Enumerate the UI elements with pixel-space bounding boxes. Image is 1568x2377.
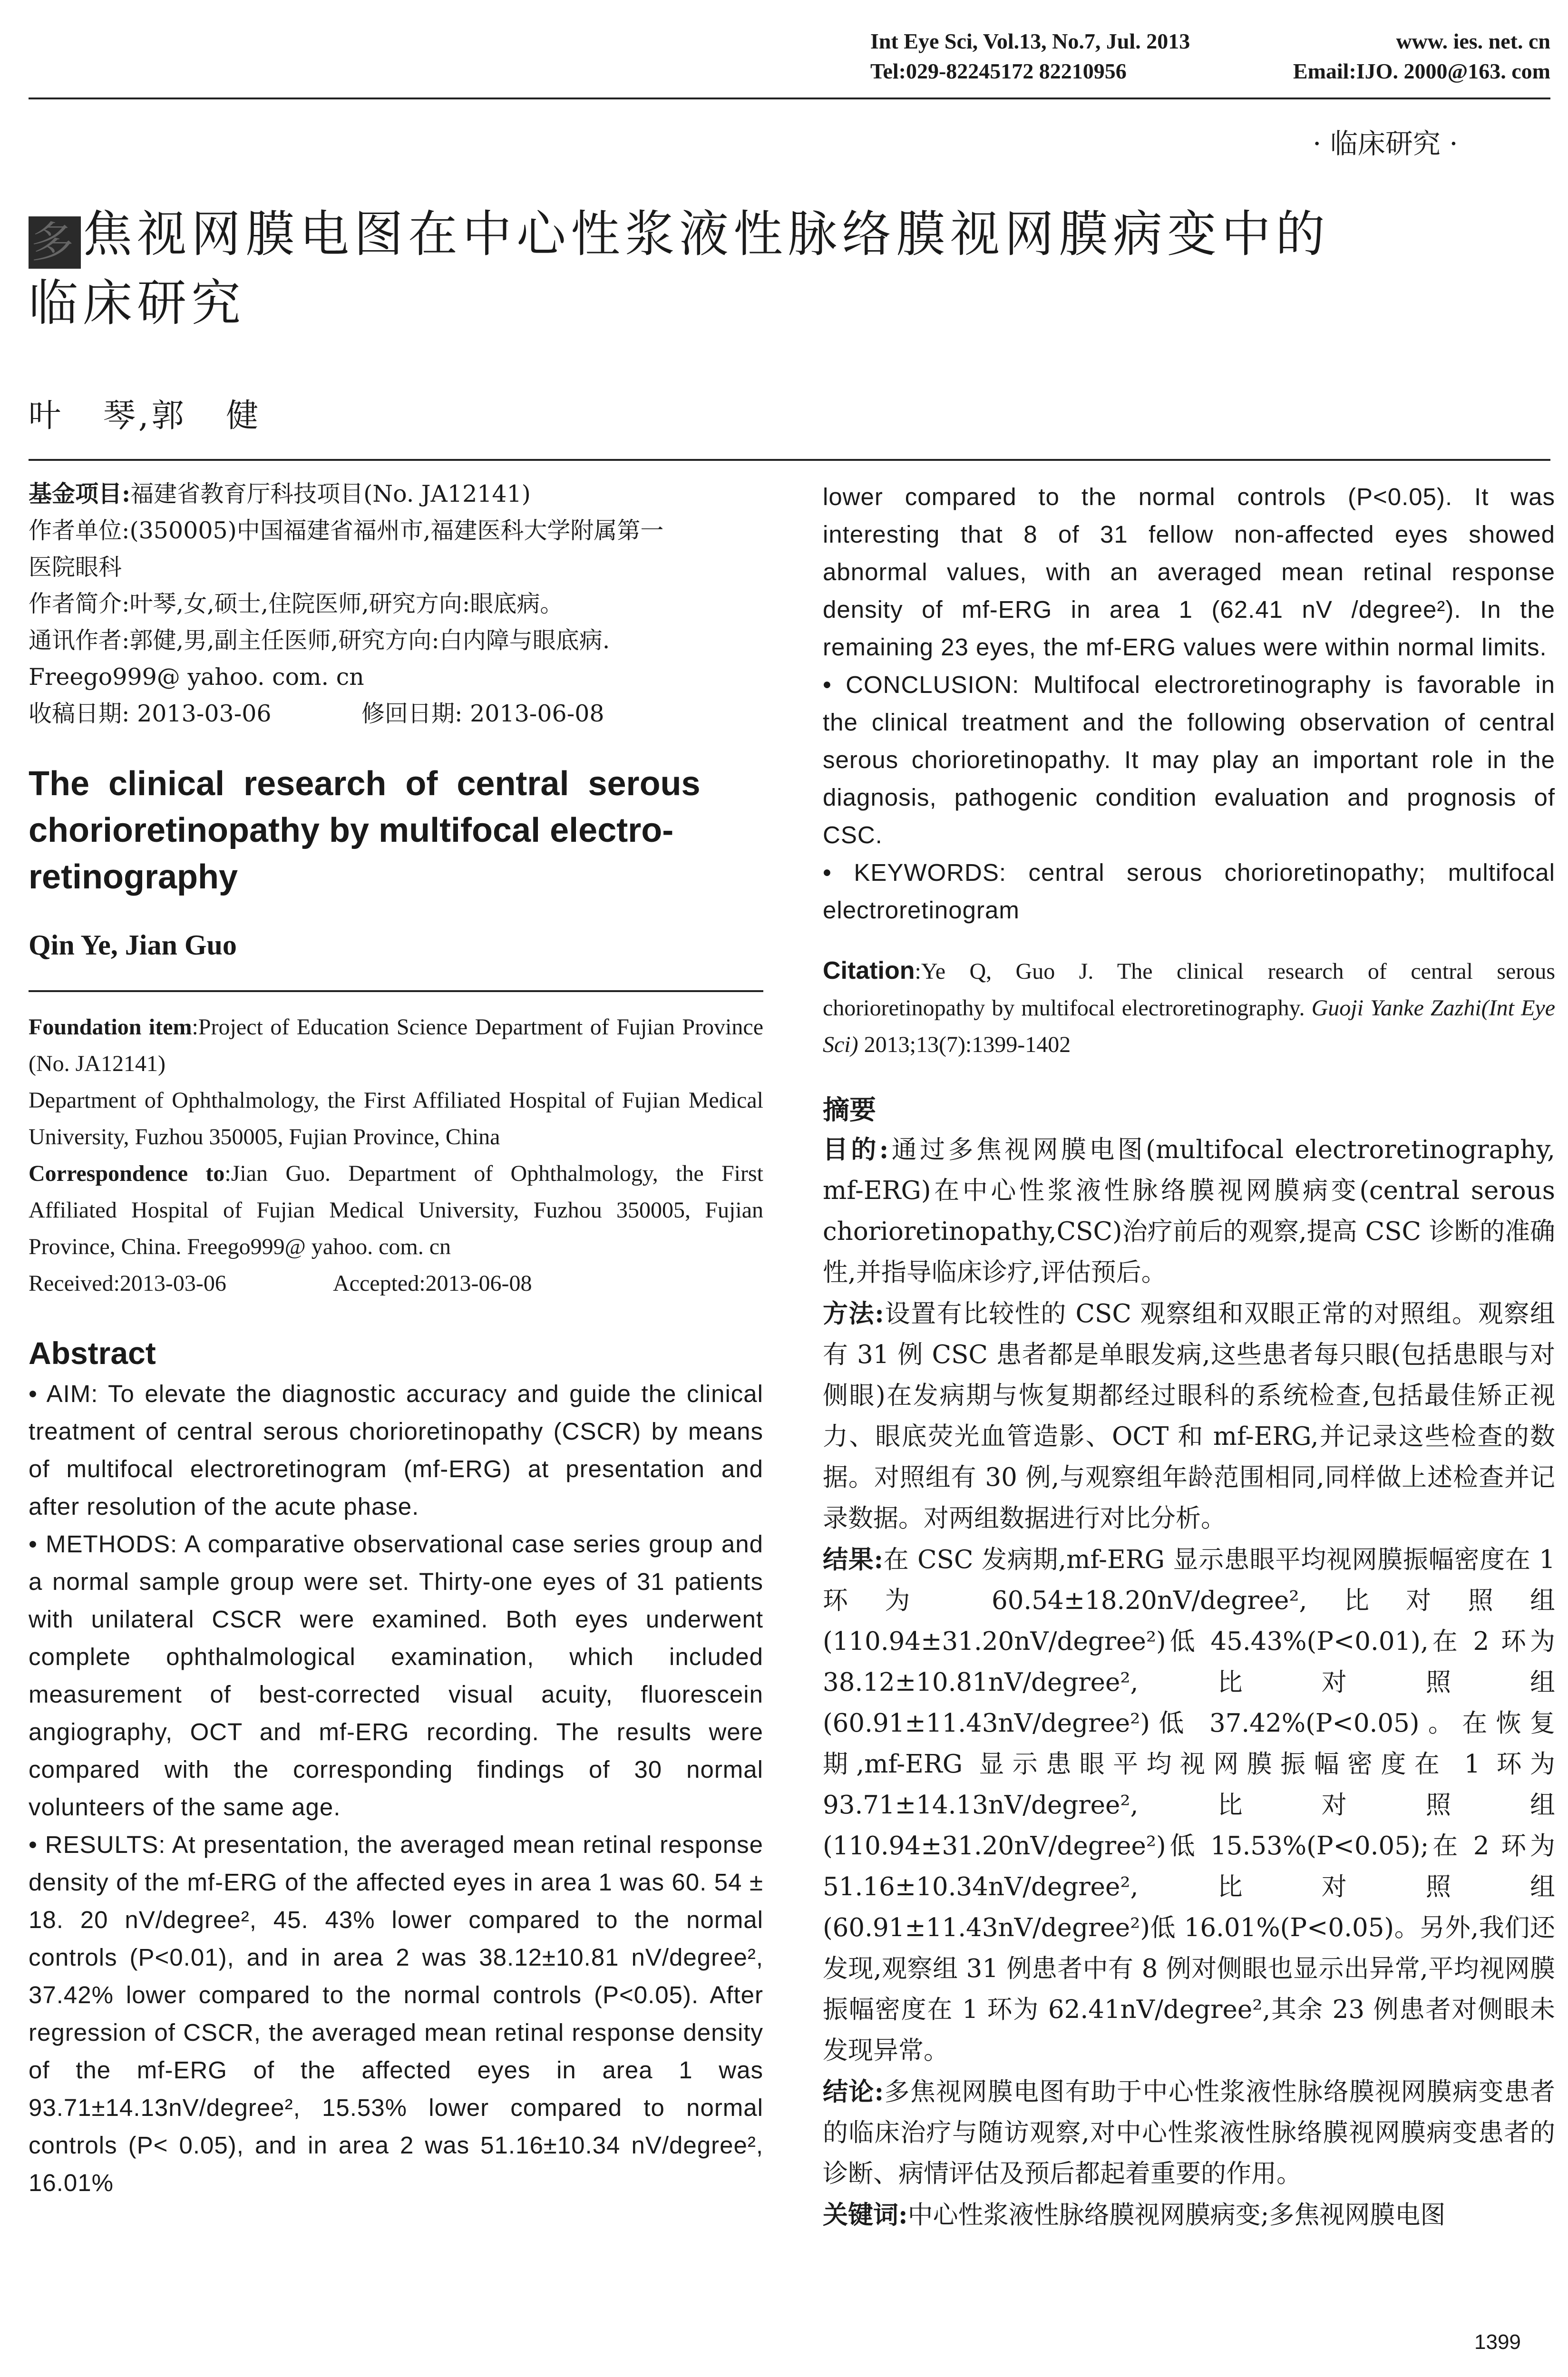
cn-author-bio: 作者简介:叶琴,女,硕士,住院医师,研究方向:眼底病。	[29, 590, 564, 617]
correspondence-label: Correspondence to	[29, 1161, 225, 1186]
right-column	[823, 478, 1555, 2236]
en-received-date: Received:2013-03-06	[29, 1271, 226, 1296]
citation-text: :Ye Q, Guo J. The clinical research of central serous chorioretinopathy by multifocal electroretinography.	[823, 959, 1555, 1021]
en-accepted-date: Accepted:2013-06-08	[333, 1271, 532, 1296]
journal-header	[870, 29, 1550, 84]
abstract-methods: • METHODS: A comparative observational case series group and a normal sample group were set. Thirty-one eyes of 31 patients with unilateral CSCR were examined. Both eyes underwent complete ophthalmological examination, which included measurement of best-corrected visual acuity, fluorescein angiography, OCT and mf-ERG recording. The results were compared with the corresponding findings of 30 normal volunteers of the same age.	[29, 1530, 763, 1821]
correspondence-text: :Jian Guo. Department of Ophthalmology, the First Affiliated Hospital of Fujian Medical University, Fuzhou 350005, Fujian Province, China. Freego999@ yahoo. com. cn	[29, 1161, 763, 1259]
abstract-body	[29, 1375, 763, 2202]
cn-conclusion-label: 结论:	[823, 2077, 884, 2106]
cn-meta	[29, 476, 763, 732]
citation-tail: 2013;13(7):1399-1402	[858, 1032, 1071, 1057]
cn-methods-text: 设置有比较性的 CSC 观察组和双眼正常的对照组。观察组有 31 例 CSC 患者都是单眼发病,这些患者每只眼(包括患眼与对侧眼)在发病期与恢复期都经过眼科的系统检查,包括最佳矫正视力、眼底荧光血管造影、OCT 和 mf-ERG,并记录这些检查的数据。对照组有 30 例,与观察组年龄范围相同,同样做上述检查并记录数据。对两组数据进行对比分析。	[823, 1299, 1555, 1533]
cn-authors: 叶 琴,郭 健	[29, 397, 262, 435]
journal-email: Email:IJO. 2000@163. com	[1293, 59, 1550, 83]
cn-title	[29, 200, 1560, 338]
cn-affiliation-cont: 医院眼科	[29, 554, 122, 581]
foundation-en-text: :Project of Education Science Department of Fujian Province (No. JA12141)	[29, 1014, 764, 1076]
abstract-results-cont: lower compared to the normal controls (P<0.05). It was interesting that 8 of 31 fellow non-affected eyes showed abnormal values, with an averaged mean retinal response density of mf-ERG in area 1 (62.41 nV /degree²). In the remaining 23 eyes, the mf-ERG values were within normal limits.	[823, 483, 1555, 661]
abstract-conclusion: • CONCLUSION: Multifocal electroretinography is favorable in the clinical treatment and the following observation of central serous chorioretinopathy. It may play an important role in the diagnosis, pathogenic condition evaluation and prognosis of CSC.	[823, 671, 1555, 848]
abstract-heading: Abstract	[29, 1335, 156, 1371]
left-column	[29, 476, 763, 2202]
en-department: Department of Ophthalmology, the First Affiliated Hospital of Fujian Medical University, Fuzhou 350005, Fujian Province, China	[29, 1088, 763, 1150]
foundation-label: 基金项目:	[29, 480, 131, 507]
cn-results-label: 结果:	[823, 1545, 884, 1574]
cn-revised-date: 修回日期: 2013-06-08	[361, 700, 604, 727]
cn-abstract-body	[823, 1129, 1555, 2236]
cn-keywords-label: 关键词:	[823, 2200, 908, 2230]
citation	[823, 953, 1555, 1063]
title-first-char: 多	[29, 216, 81, 269]
cn-aim-text: 通过多焦视网膜电图(multifocal electroretinography, mf-ERG)在中心性浆液性脉络膜视网膜病变(central serous chorioretinopathy,CSC)治疗前后的观察,提高 CSC 诊断的准确性,并指导临床诊疗,评估预后。	[823, 1135, 1555, 1287]
en-meta	[29, 1009, 763, 1302]
en-title	[29, 760, 763, 900]
cn-results-text: 在 CSC 发病期,mf-ERG 显示患眼平均视网膜振幅密度在 1 环为 60.54±18.20nV/degree²,比对照组(110.94±31.20nV/degree²)低 45.43%(P<0.01),在 2 环为 38.12±10.81nV/degree²,比对照组(60.91±11.43nV/degree²)低 37.42%(P<0.05)。在恢复期,mf-ERG 显示患眼平均视网膜振幅密度在 1 环为 93.71±14.13nV/degree²,比对照组(110.94±31.20nV/degree²)低 15.53%(P<0.05);在 2 环为 51.16±10.34nV/degree²,比对照组(60.91±11.43nV/degree²)低 16.01%(P<0.05)。另外,我们还发现,观察组 31 例患者中有 8 例对侧眼也显示出异常,平均视网膜振幅密度在 1 环为 62.41nV/degree²,其余 23 例患者对侧眼未发现异常。	[823, 1545, 1555, 2065]
citation-label: Citation	[823, 957, 915, 984]
cn-title-line1: 焦视网膜电图在中心性浆液性脉络膜视网膜病变中的	[83, 205, 1330, 263]
en-authors: Qin Ye, Jian Guo	[29, 929, 237, 961]
header-rule	[29, 97, 1550, 99]
en-title-line3: retinography	[29, 858, 238, 896]
abstract-keywords: • KEYWORDS: central serous chorioretinopathy; multifocal electroretinogram	[823, 859, 1555, 924]
journal-website: www. ies. net. cn	[1396, 29, 1550, 53]
foundation-en-label: Foundation item	[29, 1014, 192, 1040]
section-tag: · 临床研究 ·	[1313, 127, 1458, 160]
cn-affiliation: 作者单位:(350005)中国福建省福州市,福建医科大学附属第一	[29, 517, 664, 544]
authors-rule	[29, 459, 1550, 461]
en-title-line1: The clinical research of central serous	[29, 765, 701, 803]
en-title-line2: chorioretinopathy by multifocal electro-	[29, 811, 674, 849]
journal-volume: Int Eye Sci, Vol.13, No.7, Jul. 2013	[870, 29, 1190, 53]
cn-title-line2: 临床研究	[29, 274, 246, 332]
cn-methods-label: 方法:	[823, 1299, 884, 1328]
abstract-aim: • AIM: To elevate the diagnostic accuracy and guide the clinical treatment of central serous chorioretinopathy (CSCR) by means of multifocal electroretinogram (mf-ERG) at presentation and after resolution of the acute phase.	[29, 1380, 763, 1520]
abstract-results: • RESULTS: At presentation, the averaged mean retinal response density of the mf-ERG of the affected eyes in area 1 was 60. 54 ± 18. 20 nV/degree², 45. 43% lower compared to the normal controls (P<0.01), and in area 2 was 38.12±10.81 nV/degree², 37.42% lower compared to the normal controls (P<0.05). After regression of CSCR, the averaged mean retinal response density of the mf-ERG of the affected eyes in area 1 was 93.71±14.13nV/degree², 15.53% lower compared to normal controls (P< 0.05), and in area 2 was 51.16±10.34 nV/degree², 16.01%	[29, 1831, 763, 2196]
cn-corresponding: 通讯作者:郭健,男,副主任医师,研究方向:白内障与眼底病.	[29, 627, 610, 654]
cn-conclusion-text: 多焦视网膜电图有助于中心性浆液性脉络膜视网膜病变患者的临床治疗与随访观察,对中心性浆液性脉络膜视网膜病变患者的诊断、病情评估及预后都起着重要的作用。	[823, 2077, 1555, 2188]
abstract-body-cont	[823, 478, 1555, 929]
citation-journal: Guoji Yanke Zazhi(Int Eye Sci)	[823, 995, 1556, 1057]
page-number: 1399	[1474, 2330, 1521, 2354]
en-authors-rule	[29, 990, 763, 992]
journal-tel: Tel:029-82245172 82210956	[870, 59, 1127, 83]
cn-aim-label: 目的:	[823, 1135, 889, 1164]
cn-received-date: 收稿日期: 2013-03-06	[29, 700, 272, 727]
cn-abstract-heading: 摘要	[823, 1095, 876, 1126]
cn-email: Freego999@ yahoo. com. cn	[29, 663, 364, 691]
cn-keywords-text: 中心性浆液性脉络膜视网膜病变;多焦视网膜电图	[907, 2201, 1446, 2230]
foundation-text: 福建省教育厅科技项目(No. JA12141)	[130, 480, 531, 507]
